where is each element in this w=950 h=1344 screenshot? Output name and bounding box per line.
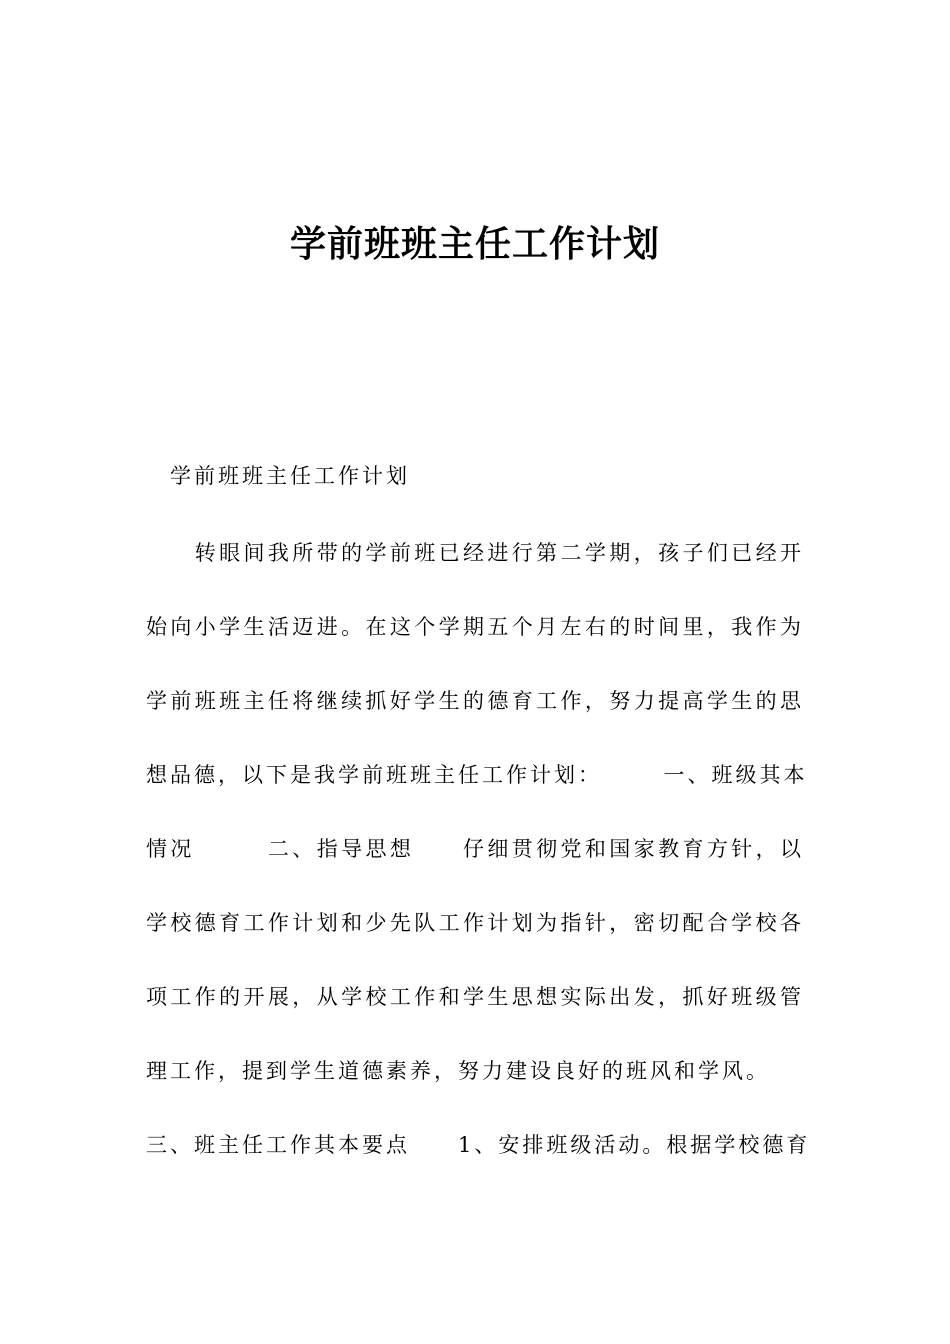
body-line: 三、班主任工作其本要点 1、安排班级活动。根据学校德育 [146,1133,811,1157]
body-line: 情况 二、指导思想 仔细贯彻党和国家教育方针，以 [146,837,804,861]
body-line: 学校德育工作计划和少先队工作计划为指针，密切配合学校各 [146,911,804,935]
body-line: 想品德，以下是我学前班班主任工作计划： 一、班级其本 [146,763,808,787]
body-line: 学前班班主任将继续抓好学生的德育工作，努力提高学生的思 [146,689,804,713]
body-line: 项工作的开展，从学校工作和学生思想实际出发，抓好班级管 [146,985,804,1009]
page-title: 学前班班主任工作计划 [289,224,660,265]
body-line: 转眼间我所带的学前班已经进行第二学期，孩子们已经开 [146,541,804,565]
document-subtitle: 学前班班主任工作计划 [170,464,410,488]
body-line: 始向小学生活迈进。在这个学期五个月左右的时间里，我作为 [146,615,804,639]
body-line: 理工作，提到学生道德素养，努力建设良好的班风和学风。 [146,1059,770,1083]
